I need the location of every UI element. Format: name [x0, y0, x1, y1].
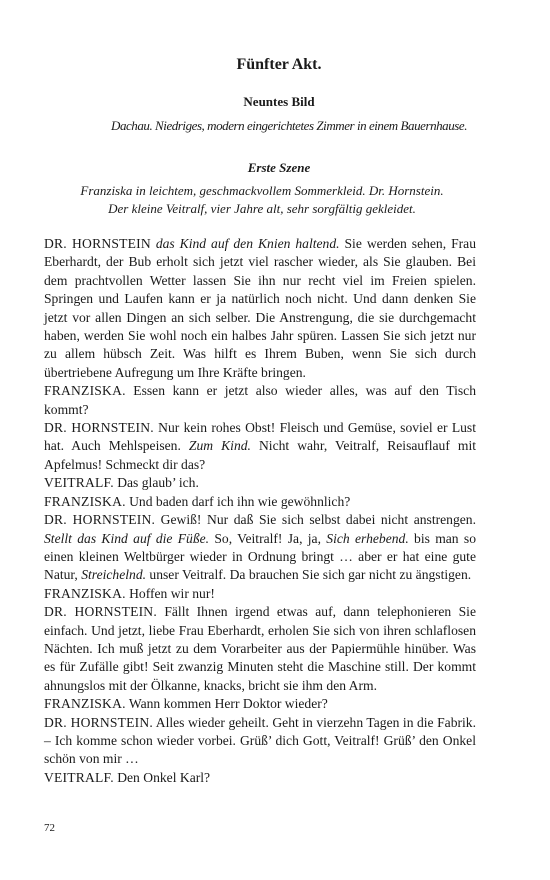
- dialogue-paragraph: [44, 714, 476, 769]
- spoken-text: Gewiß! Nur daß Sie sich selbst dabei nicht anstrengen.: [155, 512, 476, 528]
- dialogue-paragraph: [44, 695, 476, 713]
- dialogue-paragraph: [44, 419, 476, 474]
- act-heading: Fünfter Akt.: [236, 56, 322, 73]
- sub-scene-heading: Erste Szene: [247, 160, 311, 175]
- spoken-text: Sie werden sehen, Frau Eberhardt, der Bub erholt sich jetzt viel rascher wieder, als Sie glauben. Bei dem prachtvollen Wetter lassen Sie ihn nur recht viel im Freien spielen. Springen und Laufen kann er ja natürlich noch nicht. Und dann denken Sie jetzt vor allen Dingen an sich selber. Die Anstrengung, die sie durchgemacht haben, werden Sie wohl noch ein halbes Jahr spüren. Lassen Sie sich jetzt nur zu allem hübsch Zeit. Was hilft es Ihrem Buben, wenn Sie sich durch übertriebene Aufregung um Ihre Kräfte bringen.: [44, 236, 476, 380]
- speaker-name: FRANZISKA.: [44, 585, 126, 601]
- stage-direction: Stellt das Kind auf die Füße.: [44, 530, 210, 546]
- spoken-text: Nur kein rohes Obst! Fleisch und Gemüse, soviel er Lust hat. Auch Mehlspeisen.: [44, 420, 476, 454]
- speaker-name: FRANZISKA.: [44, 493, 126, 509]
- speaker-name: DR. HORNSTEIN.: [44, 714, 154, 730]
- speaker-name: DR. HORNSTEIN: [44, 236, 151, 251]
- stage-setting: Dachau. Niedriges, modern eingerichtetes Zimmer in einem Bauernhause.: [111, 118, 467, 133]
- dialogue-paragraph: [44, 585, 476, 603]
- stage-direction: Streichelnd.: [77, 567, 147, 583]
- spoken-text: Und baden darf ich ihn wie gewöhnlich?: [125, 493, 351, 509]
- dialogue-paragraph: [44, 474, 476, 492]
- spoken-text: bis man so einen kleinen Weltbürger wieder in Ordnung bringt … aber er hat eine gute Natur,: [44, 530, 476, 583]
- cast-description: [44, 182, 480, 218]
- spoken-text: So, Veitralf! Ja, ja,: [209, 530, 321, 546]
- dialogue-body: [44, 235, 476, 787]
- speaker-name: DR. HORNSTEIN.: [44, 604, 157, 620]
- speaker-name: DR. HORNSTEIN.: [44, 512, 156, 528]
- dialogue-paragraph: [44, 769, 476, 787]
- spoken-text: Den Onkel Karl?: [113, 769, 211, 785]
- spoken-text: Nicht wahr, Veitralf, Reisauflauf mit Apfelmus! Schmeckt dir das?: [44, 438, 477, 472]
- dialogue-paragraph: [44, 382, 476, 419]
- speaker-name: FRANZISKA.: [44, 383, 126, 399]
- stage-direction: Zum Kind.: [180, 438, 251, 454]
- dialogue-paragraph: [44, 603, 476, 695]
- stage-direction: das Kind auf den Knien haltend.: [150, 236, 340, 251]
- cast-line: Der kleine Veitralf, vier Jahre alt, sehr sorgfältig gekleidet.: [108, 201, 416, 216]
- spoken-text: Essen kann er jetzt also wieder alles, was auf den Tisch kommt?: [44, 383, 476, 417]
- spoken-text: unser Veitralf. Da brauchen Sie sich gar nicht zu ängstigen.: [146, 567, 472, 583]
- spoken-text: Hoffen wir nur!: [125, 585, 215, 601]
- dialogue-paragraph: [44, 235, 476, 382]
- dialogue-paragraph: [44, 511, 476, 585]
- speaker-name: FRANZISKA.: [44, 696, 126, 712]
- scene-heading: Neuntes Bild: [243, 94, 315, 109]
- stage-direction: Sich erhebend.: [321, 530, 409, 546]
- dialogue-paragraph: [44, 493, 476, 511]
- speaker-name: DR. HORNSTEIN.: [44, 420, 154, 436]
- cast-line: Franziska in leichtem, geschmackvollem Sommerkleid. Dr. Hornstein.: [80, 183, 444, 198]
- spoken-text: Wann kommen Herr Doktor wieder?: [125, 696, 328, 712]
- page-number: 72: [44, 822, 55, 834]
- speaker-name: VEITRALF.: [44, 475, 114, 491]
- spoken-text: Das glaub’ ich.: [113, 475, 199, 491]
- speaker-name: VEITRALF.: [44, 769, 114, 785]
- spoken-text: Fällt Ihnen irgend etwas auf, dann telephonieren Sie einfach. Und jetzt, liebe Frau Eberhardt, erholen Sie sich von ihren schlaflosen Nächten. Ich muß jetzt zu dem Vorarbeiter aus der Papiermühle hinüber. Was es für Zufälle gibt! Seit zwanzig Minuten steht die Maschine still. Der kommt ahnungslos mit der Ölkanne, knacks, bricht sie ihm den Arm.: [44, 604, 476, 693]
- spoken-text: Alles wieder geheilt. Geht in vierzehn Tagen in die Fabrik. – Ich komme schon wieder vorbei. Grüß’ dich Gott, Veitralf! Grüß’ den Onkel schön von mir …: [44, 714, 476, 767]
